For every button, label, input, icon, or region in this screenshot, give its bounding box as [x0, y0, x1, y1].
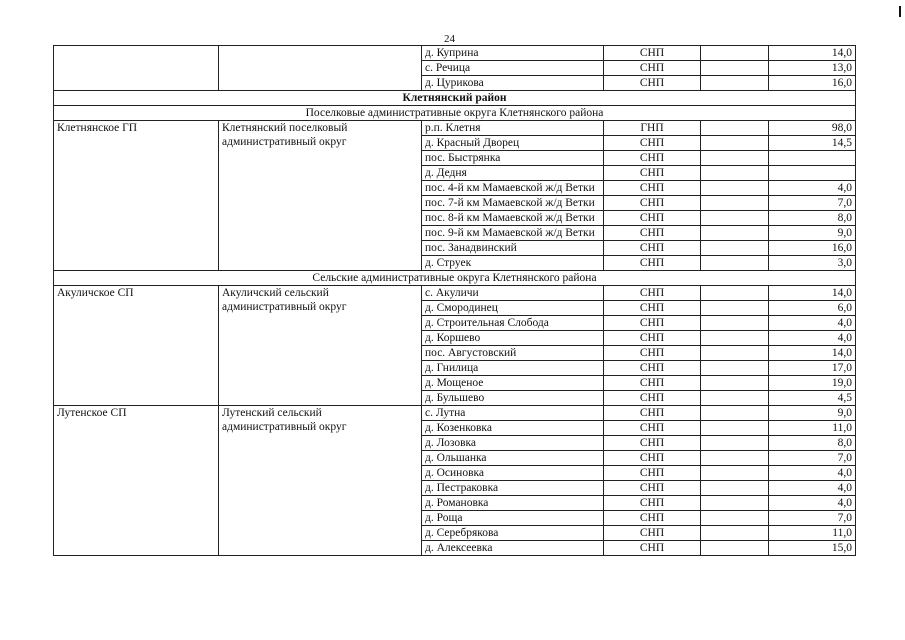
empty-cell: [701, 121, 769, 136]
empty-cell: [701, 421, 769, 436]
settlement-cell: д. Роща: [422, 511, 604, 526]
settlement-cell: д. Куприна: [422, 46, 604, 61]
page-number: 24: [444, 33, 455, 45]
type-cell: СНП: [604, 196, 701, 211]
settlement-districts-title-row: [54, 106, 856, 121]
settlement-cell: д. Строительная Слобода: [422, 316, 604, 331]
empty-cell: [701, 481, 769, 496]
settlement-cell: р.п. Клетня: [422, 121, 604, 136]
type-cell: СНП: [604, 406, 701, 421]
district-title-row: [54, 91, 856, 106]
value-cell: 14,0: [769, 286, 856, 301]
rural-districts-title: Сельские административные округа Клетнянского района: [54, 271, 856, 286]
municipality-cell: Лутенское СП: [54, 406, 219, 556]
type-cell: СНП: [604, 301, 701, 316]
settlement-cell: с. Акуличи: [422, 286, 604, 301]
type-cell: СНП: [604, 451, 701, 466]
empty-cell: [701, 466, 769, 481]
settlements-table: [53, 45, 856, 556]
value-cell: 98,0: [769, 121, 856, 136]
settlement-cell: д. Ольшанка: [422, 451, 604, 466]
type-cell: СНП: [604, 481, 701, 496]
empty-cell: [701, 331, 769, 346]
settlement-cell: д. Алексеевка: [422, 541, 604, 556]
empty-cell: [701, 211, 769, 226]
empty-cell: [701, 136, 769, 151]
settlement-cell: д. Дедня: [422, 166, 604, 181]
okrug-cell: Акуличский сельский административный округ: [219, 286, 422, 406]
empty-cell: [701, 301, 769, 316]
value-cell: 14,0: [769, 46, 856, 61]
okrug-cell: [219, 46, 422, 91]
type-cell: СНП: [604, 511, 701, 526]
type-cell: СНП: [604, 151, 701, 166]
type-cell: СНП: [604, 46, 701, 61]
empty-cell: [701, 406, 769, 421]
empty-cell: [701, 541, 769, 556]
type-cell: СНП: [604, 526, 701, 541]
empty-cell: [701, 76, 769, 91]
settlement-districts-title: Поселковые административные округа Клетнянского района: [54, 106, 856, 121]
empty-cell: [701, 526, 769, 541]
settlement-cell: д. Осиновка: [422, 466, 604, 481]
value-cell: 4,0: [769, 481, 856, 496]
value-cell: 15,0: [769, 541, 856, 556]
empty-cell: [701, 361, 769, 376]
table-body: [54, 46, 856, 556]
empty-cell: [701, 346, 769, 361]
type-cell: СНП: [604, 466, 701, 481]
settlement-cell: д. Серебрякова: [422, 526, 604, 541]
value-cell: 4,0: [769, 496, 856, 511]
value-cell: 8,0: [769, 436, 856, 451]
type-cell: СНП: [604, 211, 701, 226]
settlement-cell: пос. Быстрянка: [422, 151, 604, 166]
empty-cell: [701, 256, 769, 271]
empty-cell: [701, 286, 769, 301]
type-cell: СНП: [604, 181, 701, 196]
value-cell: 4,0: [769, 331, 856, 346]
table-row: [54, 121, 856, 136]
settlement-cell: д. Бульшево: [422, 391, 604, 406]
settlement-cell: с. Лутна: [422, 406, 604, 421]
margin-mark: [899, 6, 901, 17]
empty-cell: [701, 166, 769, 181]
value-cell: 19,0: [769, 376, 856, 391]
value-cell: 8,0: [769, 211, 856, 226]
type-cell: СНП: [604, 256, 701, 271]
settlement-cell: с. Речица: [422, 61, 604, 76]
type-cell: СНП: [604, 61, 701, 76]
type-cell: СНП: [604, 361, 701, 376]
type-cell: СНП: [604, 136, 701, 151]
value-cell: 9,0: [769, 406, 856, 421]
value-cell: 11,0: [769, 421, 856, 436]
settlement-cell: пос. Августовский: [422, 346, 604, 361]
value-cell: 7,0: [769, 451, 856, 466]
table-row: [54, 286, 856, 301]
settlement-cell: пос. 7-й км Мамаевской ж/д Ветки: [422, 196, 604, 211]
value-cell: [769, 166, 856, 181]
empty-cell: [701, 511, 769, 526]
type-cell: СНП: [604, 331, 701, 346]
value-cell: 14,0: [769, 346, 856, 361]
value-cell: [769, 151, 856, 166]
type-cell: СНП: [604, 391, 701, 406]
value-cell: 16,0: [769, 76, 856, 91]
rural-districts-title-row: [54, 271, 856, 286]
empty-cell: [701, 436, 769, 451]
empty-cell: [701, 226, 769, 241]
municipality-cell: [54, 46, 219, 91]
okrug-cell: Клетнянский поселковый административный округ: [219, 121, 422, 271]
value-cell: 16,0: [769, 241, 856, 256]
value-cell: 17,0: [769, 361, 856, 376]
settlement-cell: д. Красный Дворец: [422, 136, 604, 151]
type-cell: СНП: [604, 76, 701, 91]
value-cell: 11,0: [769, 526, 856, 541]
type-cell: СНП: [604, 376, 701, 391]
value-cell: 6,0: [769, 301, 856, 316]
settlement-cell: д. Струек: [422, 256, 604, 271]
empty-cell: [701, 496, 769, 511]
value-cell: 14,5: [769, 136, 856, 151]
empty-cell: [701, 181, 769, 196]
settlement-cell: д. Лозовка: [422, 436, 604, 451]
empty-cell: [701, 241, 769, 256]
settlement-cell: д. Пестраковка: [422, 481, 604, 496]
settlement-cell: пос. 9-й км Мамаевской ж/д Ветки: [422, 226, 604, 241]
table-row: [54, 46, 856, 61]
value-cell: 4,0: [769, 316, 856, 331]
type-cell: СНП: [604, 496, 701, 511]
type-cell: СНП: [604, 316, 701, 331]
okrug-cell: Лутенский сельский административный округ: [219, 406, 422, 556]
settlement-cell: д. Мощеное: [422, 376, 604, 391]
value-cell: 4,0: [769, 181, 856, 196]
settlement-cell: пос. Занадвинский: [422, 241, 604, 256]
settlement-cell: пос. 8-й км Мамаевской ж/д Ветки: [422, 211, 604, 226]
empty-cell: [701, 391, 769, 406]
type-cell: ГНП: [604, 121, 701, 136]
type-cell: СНП: [604, 286, 701, 301]
type-cell: СНП: [604, 241, 701, 256]
settlement-cell: д. Козенковка: [422, 421, 604, 436]
empty-cell: [701, 451, 769, 466]
empty-cell: [701, 196, 769, 211]
type-cell: СНП: [604, 226, 701, 241]
empty-cell: [701, 151, 769, 166]
value-cell: 7,0: [769, 511, 856, 526]
settlement-cell: д. Романовка: [422, 496, 604, 511]
type-cell: СНП: [604, 436, 701, 451]
settlement-cell: пос. 4-й км Мамаевской ж/д Ветки: [422, 181, 604, 196]
empty-cell: [701, 316, 769, 331]
district-title: Клетнянский район: [54, 91, 856, 106]
value-cell: 9,0: [769, 226, 856, 241]
table-row: [54, 406, 856, 421]
settlement-cell: д. Гнилица: [422, 361, 604, 376]
value-cell: 3,0: [769, 256, 856, 271]
value-cell: 13,0: [769, 61, 856, 76]
settlement-cell: д. Цурикова: [422, 76, 604, 91]
type-cell: СНП: [604, 541, 701, 556]
type-cell: СНП: [604, 166, 701, 181]
type-cell: СНП: [604, 346, 701, 361]
empty-cell: [701, 61, 769, 76]
municipality-cell: Акуличское СП: [54, 286, 219, 406]
value-cell: 4,0: [769, 466, 856, 481]
settlement-cell: д. Смородинец: [422, 301, 604, 316]
type-cell: СНП: [604, 421, 701, 436]
settlement-cell: д. Коршево: [422, 331, 604, 346]
value-cell: 4,5: [769, 391, 856, 406]
empty-cell: [701, 46, 769, 61]
empty-cell: [701, 376, 769, 391]
municipality-cell: Клетнянское ГП: [54, 121, 219, 271]
value-cell: 7,0: [769, 196, 856, 211]
